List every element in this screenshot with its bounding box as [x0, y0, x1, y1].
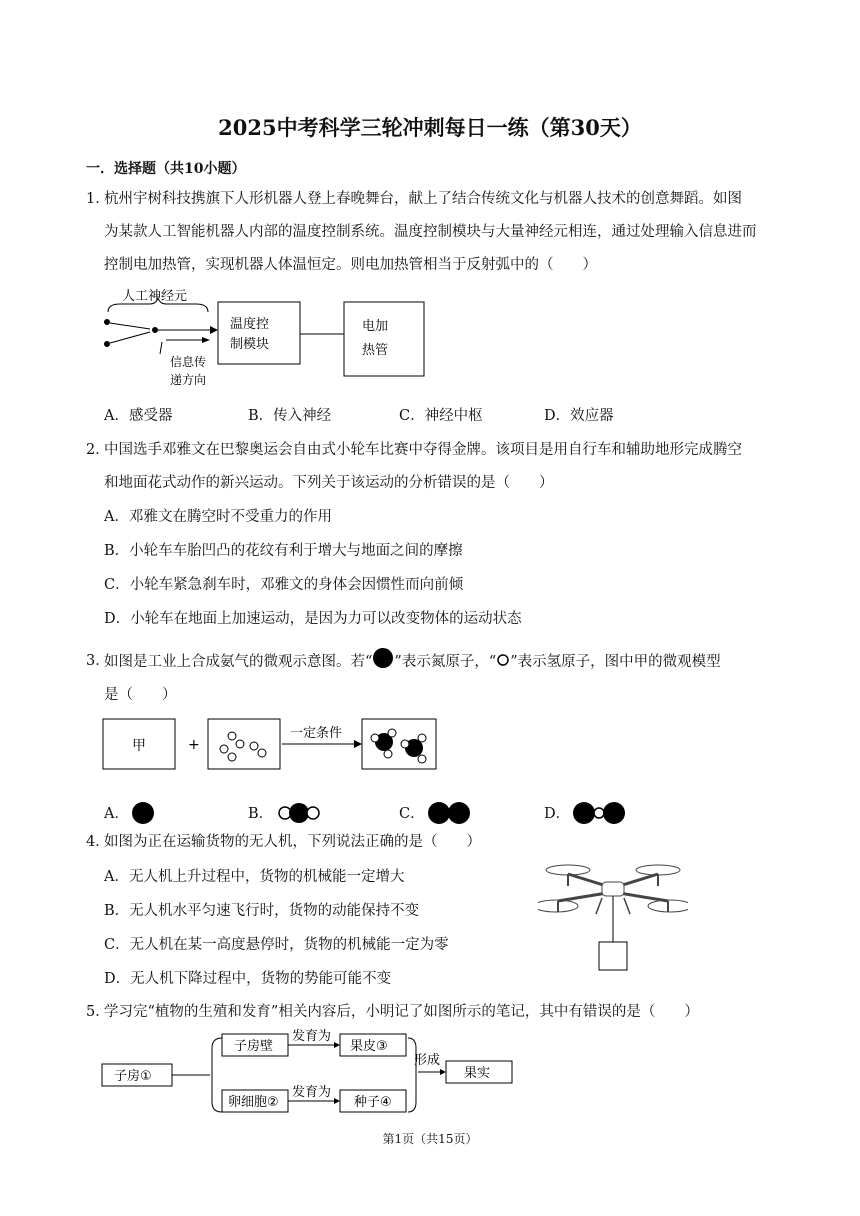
q1-figure: [100, 284, 440, 396]
q2-number: 2．: [86, 442, 110, 458]
q2-line-2: 和地面花式动作的新兴运动。下列关于该运动的分析错误的是（ ）: [104, 475, 554, 491]
q3-number: 3．: [86, 653, 110, 669]
svg-text:电加: 电加: [362, 319, 389, 334]
neuron-dot-1: [104, 319, 110, 325]
neuron-dot-2: [104, 341, 110, 347]
q1-number: 1．: [86, 191, 110, 207]
svg-text:子房①: 子房①: [114, 1069, 152, 1084]
svg-text:信息传: 信息传: [170, 355, 207, 369]
page-title: 2025中考科学三轮冲刺每日一练（第30天）: [218, 115, 642, 140]
q3-option-c[interactable]: C．: [399, 800, 475, 826]
neuron-dot-3: [152, 327, 158, 333]
q5-figure: [100, 1028, 520, 1118]
model-n-h-n: [570, 800, 628, 826]
q2-option-b[interactable]: B．小轮车车胎凹凸的花纹有利于增大与地面之间的摩擦: [104, 543, 463, 559]
svg-text:果皮③: 果皮③: [350, 1039, 388, 1054]
section-heading: 一．选择题（共10小题）: [86, 161, 246, 177]
q1-line-3: 控制电加热管，实现机器人体温恒定。则电加热管相当于反射弧中的（ ）: [104, 257, 597, 273]
q4-number: 4．: [86, 834, 110, 850]
q1-line-1: 杭州宇树科技携旗下人形机器人登上春晚舞台，献上了结合传统文化与机器人技术的创意舞蹈。如图: [104, 191, 742, 207]
heater-box: [344, 302, 424, 376]
q4-option-c[interactable]: C．无人机在某一高度悬停时，货物的机械能一定为零: [104, 937, 449, 953]
svg-text:+: +: [188, 737, 200, 753]
model-single-n: [129, 800, 157, 826]
q3-figure: [100, 716, 440, 774]
hydrogen-atom-icon: [496, 653, 510, 667]
q2-line-1: 中国选手邓雅文在巴黎奥运会自由式小轮车比赛中夺得金牌。该项目是用自行车和辅助地形完成腾空: [104, 442, 742, 458]
q1-line-2: 为某款人工智能机器人内部的温度控制系统。温度控制模块与大量神经元相连，通过处理输入信息进而: [104, 224, 757, 240]
q4-option-a[interactable]: A．无人机上升过程中，货物的机械能一定增大: [104, 869, 405, 885]
q3-line-1: 如图是工业上合成氨气的微观示意图。若“ ”表示氮原子，“ ”表示氢原子，图中甲的微观模型: [104, 648, 844, 675]
temp-module-box: [218, 302, 300, 364]
svg-text:卵细胞②: 卵细胞②: [228, 1095, 279, 1110]
svg-text:发育为: 发育为: [292, 1085, 332, 1100]
page-footer: 第1页（共15页）: [382, 1132, 478, 1146]
q4-option-d[interactable]: D．无人机下降过程中，货物的势能可能不变: [104, 971, 392, 987]
svg-text:一定条件: 一定条件: [290, 726, 343, 741]
svg-text:种子④: 种子④: [354, 1095, 392, 1110]
q5-line: 学习完“植物的生殖和发育”相关内容后，小明记了如图所示的笔记，其中有错误的是（ ）: [104, 1004, 699, 1020]
q2-option-a[interactable]: A．邓雅文在腾空时不受重力的作用: [104, 509, 332, 525]
svg-text:果实: 果实: [464, 1066, 491, 1081]
svg-text:递方向: 递方向: [170, 373, 207, 387]
svg-text:温度控: 温度控: [230, 317, 270, 332]
q4-option-b[interactable]: B．无人机水平匀速飞行时，货物的动能保持不变: [104, 903, 420, 919]
q3-line-2: 是（ ）: [104, 687, 177, 703]
cargo-box: [599, 942, 627, 970]
svg-text:发育为: 发育为: [292, 1029, 332, 1044]
q3-option-b[interactable]: B．: [248, 800, 325, 826]
q2-option-d[interactable]: D．小轮车在地面上加速运动，是因为力可以改变物体的运动状态: [104, 611, 522, 627]
q3-option-d[interactable]: D．: [544, 800, 628, 826]
q1-option-c[interactable]: C．神经中枢: [399, 408, 483, 424]
q4-line: 如图为正在运输货物的无人机，下列说法正确的是（ ）: [104, 834, 481, 850]
q1-option-a[interactable]: A．感受器: [104, 408, 173, 424]
q5-number: 5．: [86, 1004, 110, 1020]
model-n-n: [425, 800, 475, 826]
neuron-label: 人工神经元: [122, 289, 188, 304]
q2-option-c[interactable]: C．小轮车紧急刹车时，邓雅文的身体会因惯性而向前倾: [104, 577, 464, 593]
q1-option-b[interactable]: B．传入神经: [248, 408, 332, 424]
model-h-n-h: [273, 800, 325, 826]
drone-figure: [538, 856, 688, 974]
nitrogen-atom-icon: [372, 648, 394, 670]
svg-text:甲: 甲: [132, 738, 146, 754]
svg-text:子房壁: 子房壁: [234, 1039, 274, 1054]
svg-text:热管: 热管: [362, 343, 389, 358]
q1-option-d[interactable]: D．效应器: [544, 408, 614, 424]
q3-option-a[interactable]: A．: [104, 800, 157, 826]
svg-text:形成: 形成: [414, 1053, 441, 1068]
svg-text:制模块: 制模块: [230, 337, 270, 352]
